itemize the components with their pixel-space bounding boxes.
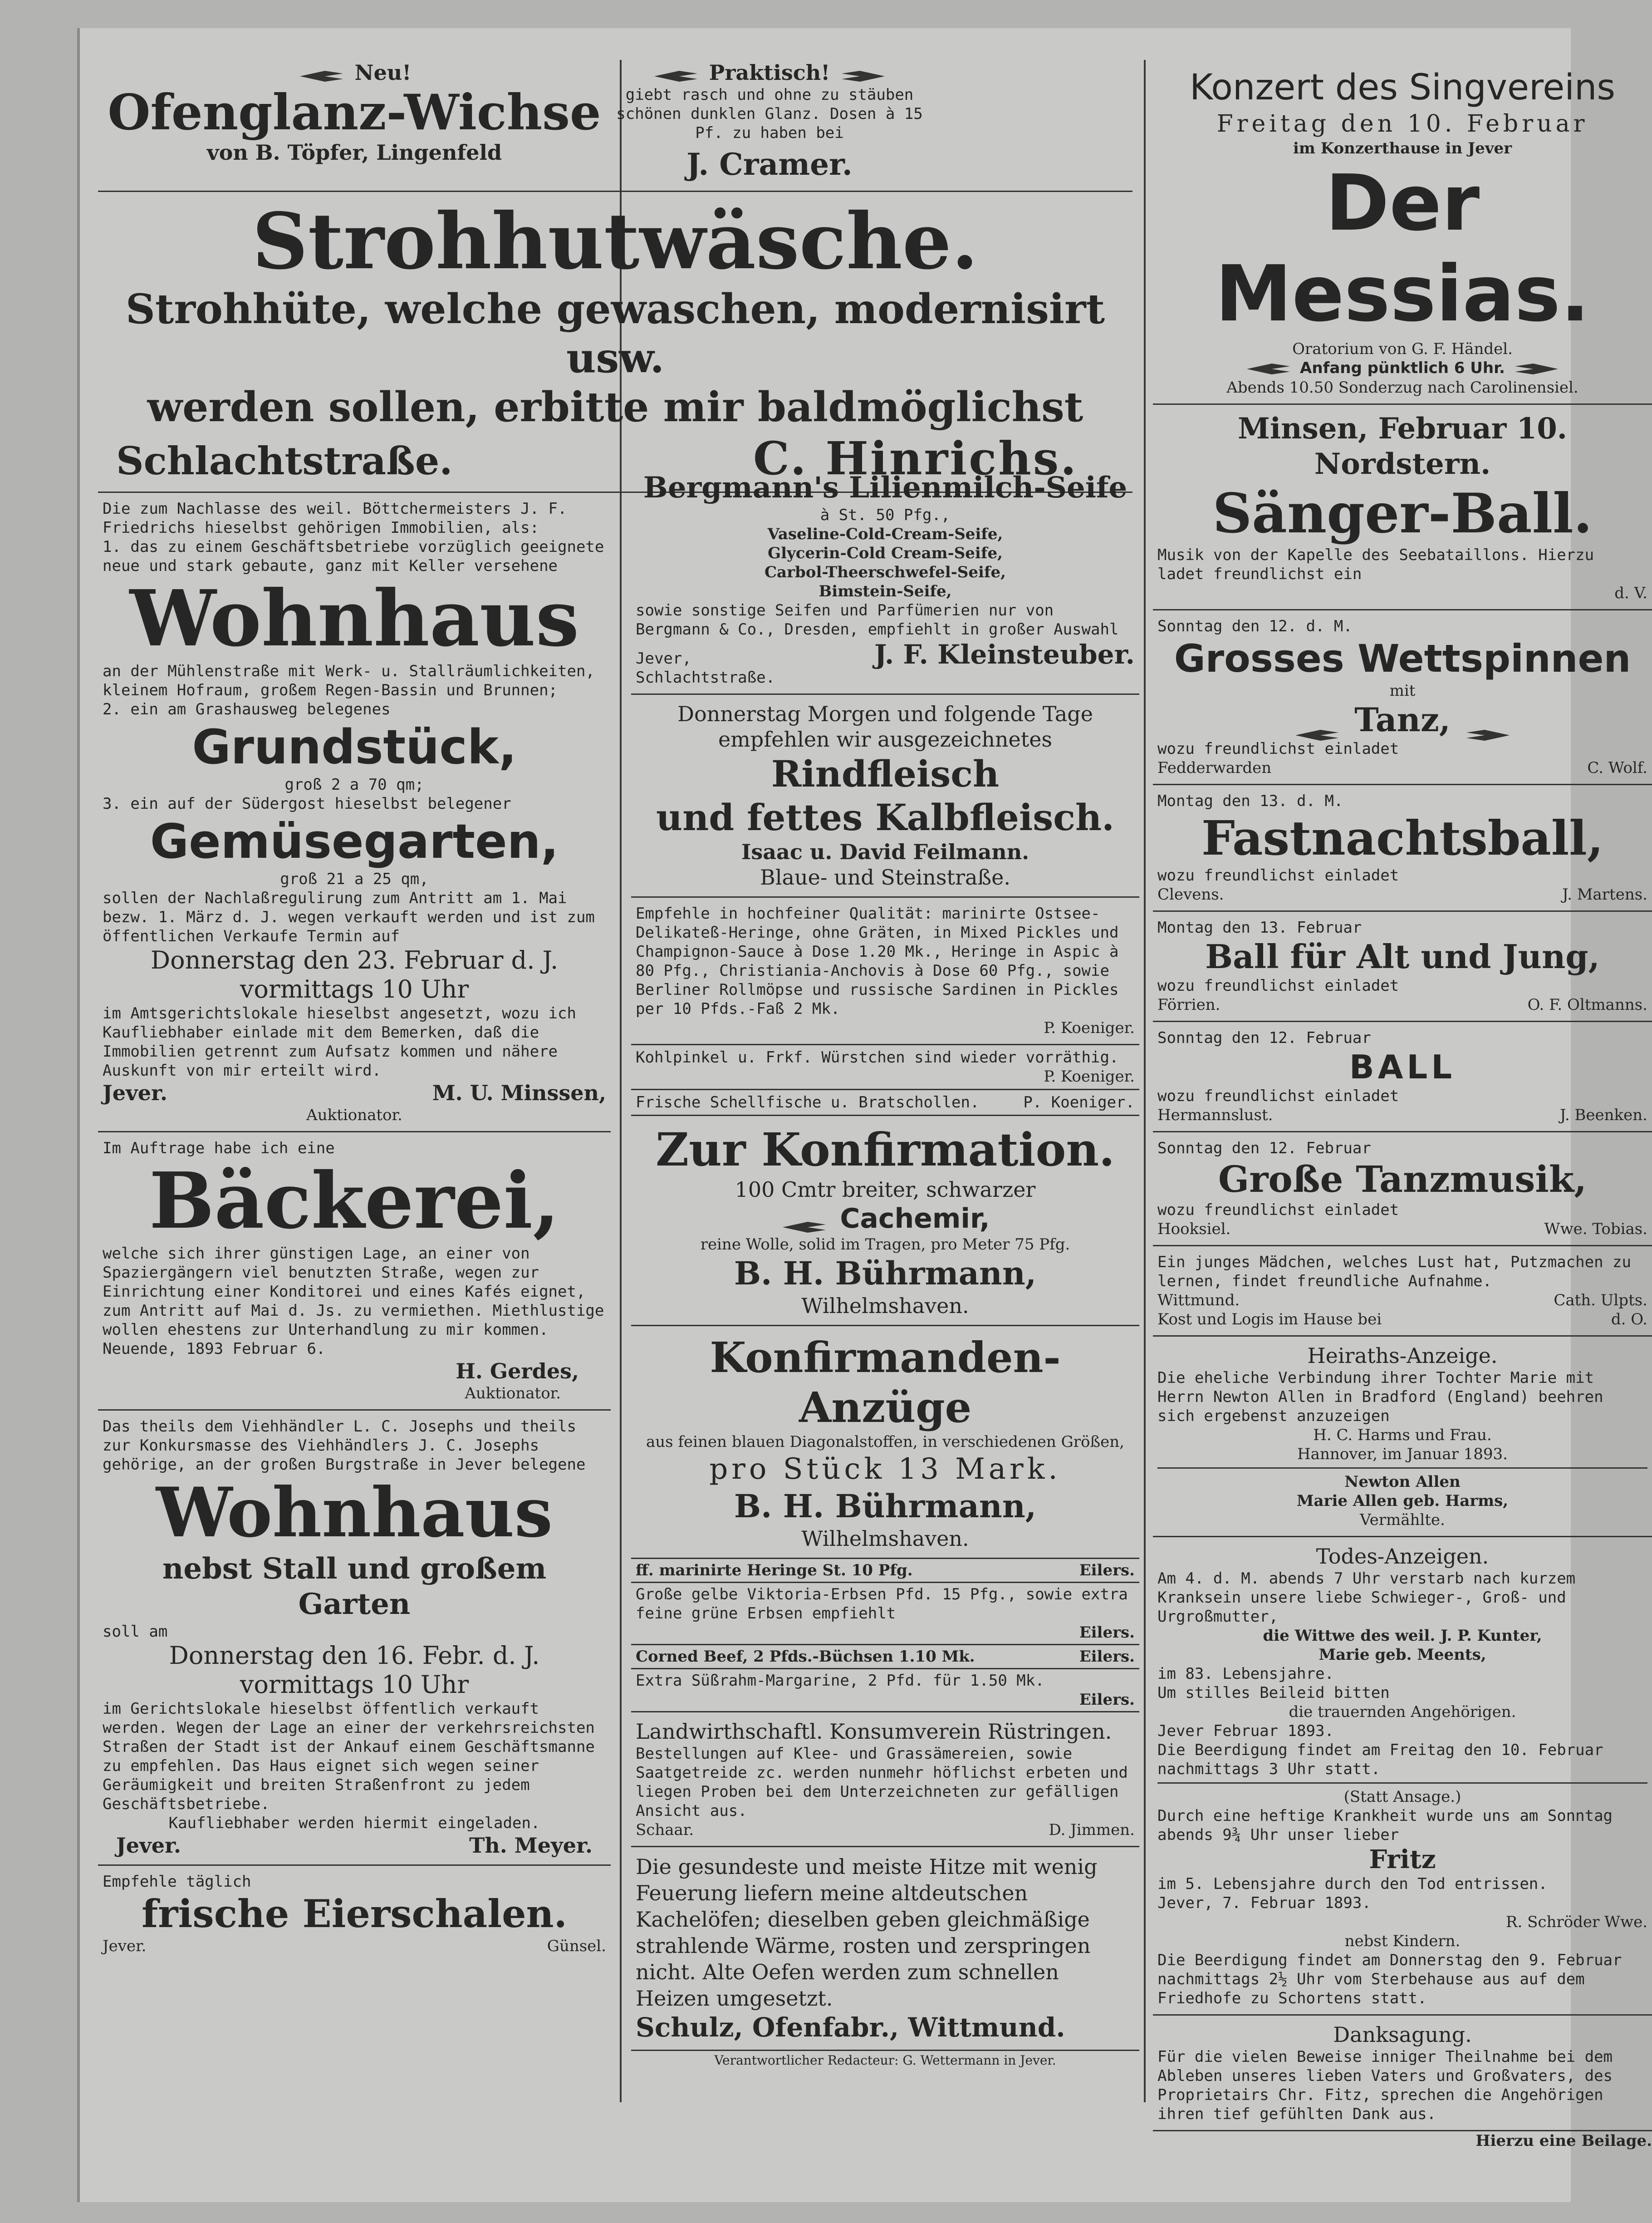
kohl-body: Kohlpinkel u. Frkf. Würstchen sind wieder vorräthig. <box>636 1048 1119 1067</box>
todes-name1: die Wittwe des weil. J. P. Kunter, <box>1263 1626 1542 1645</box>
konzert-title: Konzert des Singvereins <box>1189 67 1616 108</box>
baeckerei-title: Bäckerei, <box>149 1156 560 1246</box>
left-ads <box>98 493 611 1962</box>
konzert-start: Anfang pünktlich 6 Uhr. <box>1157 359 1647 378</box>
nachlass-grundstueck: Grundstück, <box>192 719 517 775</box>
ball2-invite: wozu freundlichst einladet <box>1157 1087 1399 1105</box>
ad-wohnhaus2 <box>98 1411 611 1866</box>
ad-ball-alt-jung <box>1153 912 1652 1022</box>
ad-heirat <box>1153 1337 1652 1537</box>
wett-invite: wozu freundlichst einladet <box>1157 739 1399 758</box>
wett-tanz: Tanz, <box>1157 700 1647 739</box>
fleisch-l1: Rindfleisch <box>771 752 1000 795</box>
konf-l2: Cachemir, <box>636 1202 1135 1235</box>
konf-name: B. H. Bührmann, <box>734 1254 1037 1292</box>
wohnhaus2-signer: Th. Meyer. <box>469 1833 593 1858</box>
pointing-hand-icon <box>1462 713 1512 732</box>
todes-signer: R. Schröder Wwe. <box>1505 1913 1647 1931</box>
fast-signer: J. Martens. <box>1562 885 1647 904</box>
ofen-by: von B. Töpfer, Lingenfeld <box>206 140 502 165</box>
nachlass-item1: 1. das zu einem Geschäftsbetriebe vorzüglich geeignete neue und stark gebaute, ganz mit Keller versehene <box>103 538 604 575</box>
praktisch-text: giebt rasch und ohne zu stäuben schönen dunklen Glanz. Dosen à 15 Pf. zu haben bei <box>616 86 923 142</box>
tanz-signer: Wwe. Tobias. <box>1544 1220 1647 1238</box>
baeckerei-signer: H. Gerdes, <box>456 1359 579 1383</box>
fleisch-l2: und fettes Kalbfleisch. <box>656 796 1115 839</box>
baeckerei-dateline: Neuende, 1893 Februar 6. <box>103 1340 326 1358</box>
ad-nachlass <box>98 493 611 1132</box>
nachlass-body: sollen der Nachlaßregulirung zum Antritt am 1. Mai bezw. 1. März d. J. wegen verkauft werden und ist zum öffentlichen Verkaufe Termin auf <box>103 889 595 945</box>
todes-signer2: nebst Kindern. <box>1344 1932 1461 1950</box>
ball1-place: Förrien. <box>1157 995 1221 1014</box>
todes-body3: im 5. Lebensjahre durch den Tod entrissen. <box>1157 1874 1548 1893</box>
bergmann-price: à St. 50 Pfg., <box>820 506 951 524</box>
nachlass-place: Jever. <box>103 1081 168 1105</box>
wohnhaus2-date: Donnerstag den 16. Febr. d. J. <box>169 1641 540 1670</box>
minsen-signer: d. V. <box>1614 584 1647 602</box>
todes-age: im 83. Lebensjahre. <box>1157 1664 1334 1683</box>
nachlass-item2: 2. ein am Grashausweg belegenes <box>103 700 391 718</box>
todes-title: Todes-Anzeigen. <box>1316 1544 1489 1569</box>
wett-signer: C. Wolf. <box>1587 758 1647 777</box>
wohnhaus2-soll: soll am <box>103 1623 168 1641</box>
eier-title: frische Eierschalen. <box>142 1891 567 1936</box>
todes-fritz: Fritz <box>1369 1844 1436 1874</box>
right-column <box>1153 60 1652 2150</box>
konsum-place: Schaar. <box>636 1821 694 1839</box>
baeckerei-body: welche sich ihrer günstigen Lage, an einer von Spaziergängern viel benutzten Straße, wegen zur Einrichtung einer Konditorei und eines Kafés eignet, zum Antritt auf Mai d. Js. zu vermiethen. Miethlustige wollen ehestens zur Unterhandlung zu mir kommen. <box>103 1244 604 1339</box>
eier-intro: Empfehle täglich <box>103 1873 251 1891</box>
tanz-place: Hooksiel. <box>1157 1220 1231 1238</box>
praktisch-name: J. Cramer. <box>686 147 853 182</box>
ad-wettspinnen <box>1153 610 1652 785</box>
bergmann-item: Bimstein-Seife, <box>819 582 952 600</box>
ball2-title: BALL <box>1349 1048 1456 1086</box>
stroh-name: C. Hinrichs. <box>753 432 1078 485</box>
todes-still: Um stilles Beileid bitten <box>1157 1683 1390 1702</box>
praktisch-label: Praktisch! <box>611 60 928 85</box>
heirat-title: Heiraths-Anzeige. <box>1307 1343 1498 1368</box>
anzug-name: B. H. Bührmann, <box>734 1487 1037 1525</box>
ad-dank <box>1153 2016 1652 2131</box>
ad-praktisch <box>611 60 928 186</box>
kohl-signer: P. Koeniger. <box>1044 1067 1135 1086</box>
tanz-invite: wozu freundlichst einladet <box>1157 1200 1399 1219</box>
ball1-date: Montag den 13. Februar <box>1157 918 1362 937</box>
konzert-place: im Konzerthause in Jever <box>1293 139 1512 157</box>
nachlass-garten: Gemüsegarten, <box>150 814 559 869</box>
baeckerei-role: Auktionator. <box>465 1384 561 1402</box>
nachlass-intro: Die zum Nachlasse des weil. Böttchermeisters J. F. Friedrichs hieselbst gehörigen Immobilien, als: <box>103 500 567 537</box>
ad-eilers-4 <box>631 1669 1139 1712</box>
ad-schulz <box>631 1847 1139 2051</box>
minsen-title: Sänger-Ball. <box>1212 481 1593 546</box>
ad-strohhut <box>98 192 1132 493</box>
heirat-names: H. C. Harms und Frau. <box>1313 1426 1492 1444</box>
konf-title: Zur Konfirmation. <box>656 1123 1115 1176</box>
ad-eilers-2 <box>631 1583 1139 1645</box>
todes-funeral: Die Beerdigung findet am Freitag den 10. Februar nachmittags 3 Uhr statt. <box>1157 1741 1603 1778</box>
wohnhaus2-invite: Kaufliebhaber werden hiermit eingeladen. <box>168 1814 540 1832</box>
ball1-signer: O. F. Oltmanns. <box>1527 995 1647 1014</box>
ad-ofenglanz <box>98 60 611 186</box>
ofen-title: Ofenglanz-Wichse <box>108 84 601 141</box>
fast-place: Clevens. <box>1157 885 1224 904</box>
nachlass-signer: M. U. Minssen, <box>432 1081 606 1105</box>
anzug-l1: aus feinen blauen Diagonalstoffen, in verschiedenen Größen, <box>646 1433 1124 1451</box>
ball2-date: Sonntag den 12. Februar <box>1157 1028 1371 1047</box>
ad-eilers-1 <box>631 1559 1139 1583</box>
bergmann-item: Vaseline-Cold-Cream-Seife, <box>767 525 1003 543</box>
ball1-title: Ball für Alt und Jung, <box>1205 937 1600 976</box>
pointing-hand-icon <box>1293 713 1343 732</box>
konzert-date: Freitag den 10. Februar <box>1216 110 1588 138</box>
koeniger-signer: P. Koeniger. <box>1044 1019 1135 1037</box>
newspaper-page <box>77 28 1652 2202</box>
todes-name2: Marie geb. Meents, <box>1319 1645 1486 1664</box>
bergmann-title: Bergmann's Lilienmilch-Seife <box>643 471 1127 505</box>
eilers-signer: Eilers. <box>1079 1691 1135 1709</box>
heirat-c1: Newton Allen <box>1344 1472 1461 1491</box>
ad-kohl <box>631 1045 1139 1090</box>
footer-redacteur: Verantwortlicher Redacteur: G. Wettermann in Jever. <box>714 2053 1056 2068</box>
eilers-text: Extra Süßrahm-Margarine, 2 Pfd. für 1.50 Mk. <box>636 1672 1044 1690</box>
ad-minsen <box>1153 405 1652 610</box>
schulz-body: Die gesundeste und meiste Hitze mit wenig Feuerung liefern meine altdeutschen Kachelöfen; dieselben geben gleichmäßige strahlende Wärme, rosten und zerspringen nicht. Alte Oefen werden zum schnellen Heizen umgesetzt. <box>636 1854 1098 2011</box>
pointing-hand-icon <box>1245 360 1294 378</box>
tanz-date: Sonntag den 12. Februar <box>1157 1139 1371 1157</box>
nachlass-time: vormittags 10 Uhr <box>240 975 469 1003</box>
beilage-note: Hierzu eine Beilage. <box>1476 2131 1652 2150</box>
baeckerei-intro: Im Auftrage habe ich eine <box>103 1139 335 1157</box>
eilers-text: ff. marinirte Heringe St. 10 Pfg. <box>636 1561 913 1579</box>
ad-baeckerei <box>98 1132 611 1411</box>
pointing-hand-icon <box>780 1211 830 1229</box>
eilers-signer: Eilers. <box>1079 1648 1135 1666</box>
nachlass-gross2: groß 21 a 25 qm, <box>280 870 429 888</box>
schell-signer: P. Koeniger. <box>1023 1093 1135 1112</box>
ad-schell <box>631 1090 1139 1116</box>
ball2-signer: J. Beenken. <box>1559 1106 1647 1124</box>
eilers-signer: Eilers. <box>1079 1623 1135 1642</box>
konsum-body: Bestellungen auf Klee- und Grassämereien, sowie Saatgetreide zc. werden nunmehr höflichst erbeten und liegen Proben bei dem Unterzeichneten zur gefälligen Ansicht aus. <box>636 1745 1128 1820</box>
minsen-venue: Nordstern. <box>1314 447 1491 481</box>
middle-column <box>631 464 1139 2070</box>
minsen-date: Minsen, Februar 10. <box>1238 411 1567 446</box>
ad-eier <box>98 1866 611 1962</box>
eilers-signer: Eilers. <box>1079 1561 1135 1579</box>
ad-koeniger <box>631 898 1139 1045</box>
todes-dateline: Jever Februar 1893. <box>1157 1721 1334 1740</box>
konzert-sub: Oratorium von G. F. Händel. <box>1292 340 1513 358</box>
schulz-signer: Schulz, Ofenfabr., Wittmund. <box>636 2012 1065 2043</box>
maedchen-extra-signer: d. O. <box>1611 1310 1647 1328</box>
eilers-text: Große gelbe Viktoria-Erbsen Pfd. 15 Pfg., sowie extra feine grüne Erbsen empfiehlt <box>636 1585 1128 1623</box>
wohnhaus2-place: Jever. <box>116 1833 181 1858</box>
anzug-l2: pro Stück 13 Mark. <box>709 1452 1061 1486</box>
heirat-body: Die eheliche Verbindung ihrer Tochter Marie mit Herrn Newton Allen in Bradford (England) beehren sich ergebenst anzuzeigen <box>1157 1368 1603 1425</box>
todes-funeral2: Die Beerdigung findet am Donnerstag den 9. Februar nachmittags 2½ Uhr vom Sterbehause aus auf dem Friedhofe zu Schortens statt. <box>1157 1951 1622 2007</box>
ad-tanzmusik <box>1153 1132 1652 1246</box>
stroh-line1: Strohhüte, welche gewaschen, modernisirt usw. <box>125 285 1105 382</box>
bergmann-item: Carbol-Theerschwefel-Seife, <box>765 563 1006 581</box>
schell-body: Frische Schellfische u. Bratschollen. <box>636 1093 980 1112</box>
fleisch-street: Blaue- und Steinstraße. <box>760 865 1010 890</box>
column-divider <box>1144 60 1146 2102</box>
ad-fleisch <box>631 695 1139 898</box>
fast-invite: wozu freundlichst einladet <box>1157 866 1399 885</box>
fast-date: Montag den 13. d. M. <box>1157 792 1343 810</box>
stroh-street: Schlachtstraße. <box>116 438 453 483</box>
nachlass-wohnhaus: Wohnhaus <box>129 573 579 664</box>
anzug-city: Wilhelmshaven. <box>801 1526 969 1551</box>
stroh-title: Strohhutwäsche. <box>252 196 979 287</box>
heirat-c3: Vermählte. <box>1360 1510 1445 1529</box>
ad-bergmann <box>631 464 1139 695</box>
ball1-invite: wozu freundlichst einladet <box>1157 976 1399 995</box>
eier-place: Jever. <box>103 1937 147 1955</box>
bergmann-signer: J. F. Kleinsteuber. <box>874 639 1135 670</box>
nachlass-date: Donnerstag den 23. Februar d. J. <box>150 946 559 974</box>
minsen-body: Musik von der Kapelle des Seebataillons. Hierzu ladet freundlichst ein <box>1157 546 1594 583</box>
maedchen-place: Wittmund. <box>1157 1291 1240 1309</box>
wett-place: Fedderwarden <box>1157 758 1272 777</box>
konf-l3: reine Wolle, solid im Tragen, pro Meter 75 Pfg. <box>700 1235 1070 1254</box>
stroh-line2: werden sollen, erbitte mir baldmöglichst <box>147 383 1083 431</box>
konzert-work: Der Messias. <box>1215 158 1590 339</box>
nachlass-gross1: groß 2 a 70 qm; <box>284 776 424 794</box>
ad-konfirmation <box>631 1116 1139 1326</box>
top-ads-row <box>98 60 1132 192</box>
ofen-neu: Neu! <box>98 60 611 85</box>
wohnhaus2-body: im Gerichtslokale hieselbst öffentlich verkauft werden. Wegen der Lage an einer der verkehrsreichsten Straßen der Stadt ist der Ankauf einem Geschäftsmanne zu empfehlen. Das Haus eignet sich wegen seiner Geräumigkeit und breiten Straßenfront zu jedem Geschäftsbetriebe. <box>103 1700 595 1813</box>
todes-family: die trauernden Angehörigen. <box>1289 1702 1516 1721</box>
dank-title: Danksagung. <box>1333 2022 1472 2047</box>
wohnhaus2-intro: Das theils dem Viehhändler L. C. Josephs und theils zur Konkursmasse des Viehhändlers J. C. Josephs gehörige, an der großen Burgstraße in Jever belegene <box>103 1417 586 1474</box>
todes-dateline2: Jever, 7. Februar 1893. <box>1157 1893 1371 1912</box>
anzug-title: Konfirmanden-Anzüge <box>710 1333 1061 1432</box>
ball2-place: Hermannslust. <box>1157 1106 1273 1124</box>
nachlass-role: Auktionator. <box>306 1106 402 1124</box>
bergmann-body: sowie sonstige Seifen und Parfümerien nur von Bergmann & Co., Dresden, empfiehlt in großer Auswahl <box>636 601 1119 639</box>
dank-body: Für die vielen Beweise inniger Theilnahme bei dem Ableben unseres lieben Vaters und Großvaters, des Proprietairs Chr. Fitz, sprechen die Angehörigen ihren tief gefühlten Dank aus. <box>1157 2047 1613 2123</box>
konf-l1: 100 Cmtr breiter, schwarzer <box>735 1177 1036 1202</box>
todes-body2: Durch eine heftige Krankheit wurde uns am Sonntag abends 9¾ Uhr unser lieber <box>1157 1806 1613 1844</box>
wett-date: Sonntag den 12. d. M. <box>1157 617 1353 635</box>
heirat-c2: Marie Allen geb. Harms, <box>1296 1491 1509 1510</box>
maedchen-extra: Kost und Logis im Hause bei <box>1157 1310 1382 1328</box>
wohnhaus2-sub: nebst Stall und großem Garten <box>162 1552 547 1621</box>
maedchen-body: Ein junges Mädchen, welches Lust hat, Putzmachen zu lernen, findet freundliche Aufnahme. <box>1157 1253 1631 1290</box>
ad-anzuege <box>631 1326 1139 1559</box>
pointing-hand-icon <box>1510 360 1560 378</box>
koeniger-body: Empfehle in hochfeiner Qualität: marinirte Ostsee-Delikateß-Heringe, ohne Gräten, in Mixed Pickles und Champignon-Sauce à Dose 1.20 Mk., Heringe in Aspic à 80 Pfg., Christiania-Anchovis à Dose 60 Pfg., sowie Berliner Rollmöpse und russische Sardinen in Pickles per 10 Pfds.-Faß 2 Mk. <box>636 905 1119 1018</box>
fleisch-intro: Donnerstag Morgen und folgende Tage empfehlen wir ausgezeichnetes <box>677 702 1093 752</box>
wohnhaus2-title: Wohnhaus <box>156 1473 553 1553</box>
wett-mit: mit <box>1389 681 1416 700</box>
bergmann-item: Glycerin-Cold Cream-Seife, <box>768 544 1003 562</box>
pointing-hand-icon <box>298 65 348 84</box>
todes-body1: Am 4. d. M. abends 7 Uhr verstarb nach kurzem Kranksein unsere liebe Schwieger-, Groß- und Urgroßmutter, <box>1157 1569 1576 1626</box>
todes-statt: (Statt Ansage.) <box>1343 1787 1461 1806</box>
pointing-hand-icon <box>837 65 887 84</box>
eilers-text: Corned Beef, 2 Pfds.-Büchsen 1.10 Mk. <box>636 1648 975 1666</box>
eier-signer: Günsel. <box>547 1937 606 1955</box>
ad-konzert <box>1153 60 1652 405</box>
konf-city: Wilhelmshaven. <box>801 1293 969 1318</box>
fleisch-name: Isaac u. David Feilmann. <box>741 840 1029 864</box>
wett-title: Grosses Wettspinnen <box>1174 636 1631 681</box>
tanz-title: Große Tanzmusik, <box>1218 1157 1587 1200</box>
ad-fastnacht <box>1153 785 1652 912</box>
bergmann-place: Jever, Schlachtstraße. <box>636 649 775 687</box>
konzert-train: Abends 10.50 Sonderzug nach Carolinensiel. <box>1226 378 1578 397</box>
wohnhaus2-time: vormittags 10 Uhr <box>240 1670 469 1699</box>
ad-todes <box>1153 1537 1652 2016</box>
konsum-title: Landwirthschaftl. Konsumverein Rüstringen. <box>636 1719 1112 1744</box>
maedchen-signer: Cath. Ulpts. <box>1554 1291 1647 1309</box>
nachlass-item3: 3. ein auf der Südergost hieselbst belegener <box>103 795 511 813</box>
heirat-dateline: Hannover, im Januar 1893. <box>1297 1445 1508 1463</box>
fast-title: Fastnachtsball, <box>1201 810 1603 866</box>
ad-eilers-3 <box>631 1645 1139 1669</box>
ad-maedchen <box>1153 1246 1652 1337</box>
konsum-signer: D. Jimmen. <box>1049 1821 1135 1839</box>
ad-ball <box>1153 1022 1652 1132</box>
nachlass-body2: im Amtsgerichtslokale hieselbst angesetzt, wozu ich Kaufliebhaber einlade mit dem Bemerken, daß die Immobilien getrennt zum Aufsatz kommen und nähere Auskunft von mir erteilt wird. <box>103 1004 576 1080</box>
pointing-hand-icon <box>652 65 702 84</box>
nachlass-item1b: an der Mühlenstraße mit Werk- u. Stallräumlichkeiten, kleinem Hofraum, großem Regen-Bassin und Brunnen; <box>103 662 595 699</box>
ad-konsum <box>631 1712 1139 1847</box>
